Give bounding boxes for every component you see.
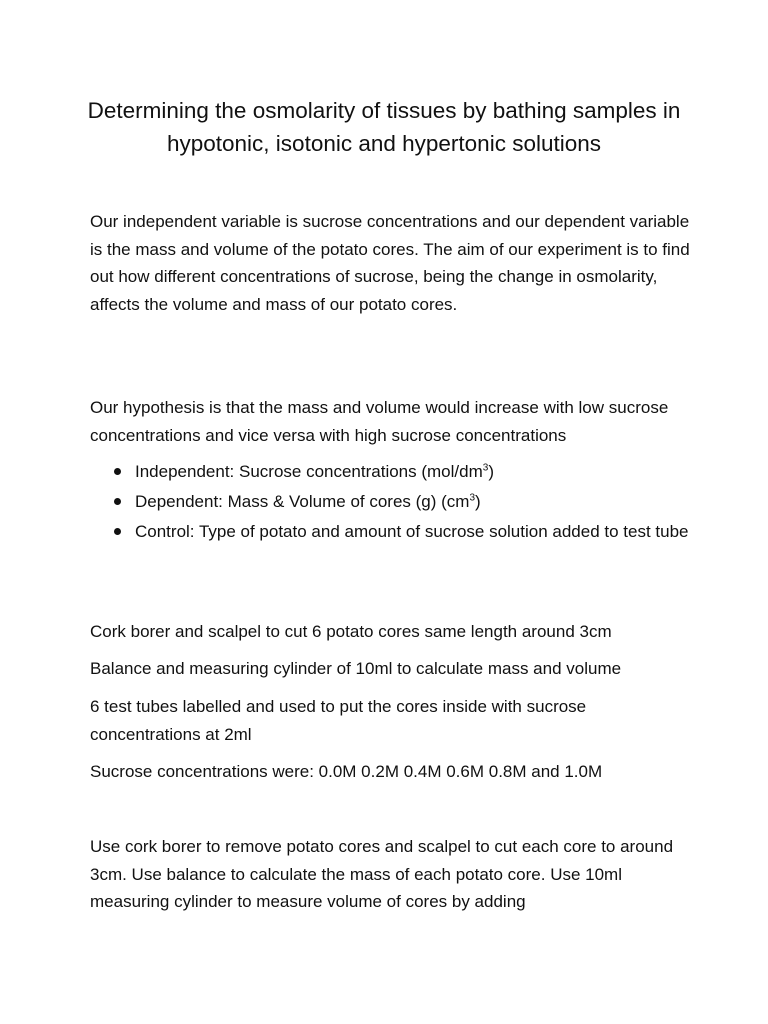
materials-line: Balance and measuring cylinder of 10ml to calculate mass and volume — [90, 659, 622, 678]
list-item-text: Independent: Sucrose concentrations (mol/dm — [135, 462, 483, 481]
list-item-text: Dependent: Mass & Volume of cores (g) (cm — [135, 492, 470, 511]
list-item-tail: ) — [475, 492, 481, 511]
document-title: Determining the osmolarity of tissues by bathing samples in hypotonic, isotonic and hypertonic solutions — [87, 98, 681, 156]
superscript: 3 — [482, 462, 489, 474]
list-item-text: Control: Type of potato and amount of sucrose solution added to test tube — [135, 522, 689, 541]
materials-line: 6 test tubes labelled and used to put the cores inside with sucrose concentrations at 2ml — [90, 697, 587, 744]
bullet-icon — [114, 528, 121, 535]
list-item — [90, 518, 700, 546]
list-item-tail: ) — [488, 462, 494, 481]
superscript: 3 — [469, 492, 476, 504]
list-item — [90, 458, 700, 486]
materials-line: Cork borer and scalpel to cut 6 potato cores same length around 3cm — [90, 622, 612, 641]
materials-line: Sucrose concentrations were: 0.0M 0.2M 0.4M 0.6M 0.8M and 1.0M — [90, 762, 603, 781]
list-item — [90, 488, 700, 516]
intro-paragraph: Our independent variable is sucrose concentrations and our dependent variable is the mass and volume of the potato cores. The aim of our experiment is to find out how different concentrations of sucrose, being the change in osmolarity, affects the volume and mass of our potato cores. — [90, 212, 690, 314]
hypothesis-paragraph: Our hypothesis is that the mass and volume would increase with low sucrose concentrations and vice versa with high sucrose concentrations — [90, 398, 669, 445]
method-paragraph: Use cork borer to remove potato cores and scalpel to cut each core to around 3cm. Use balance to calculate the mass of each potato core. Use 10ml measuring cylinder to measure volume of cores by adding — [90, 837, 674, 911]
bullet-icon — [114, 498, 121, 505]
bullet-icon — [114, 468, 121, 475]
variables-list — [90, 458, 700, 548]
